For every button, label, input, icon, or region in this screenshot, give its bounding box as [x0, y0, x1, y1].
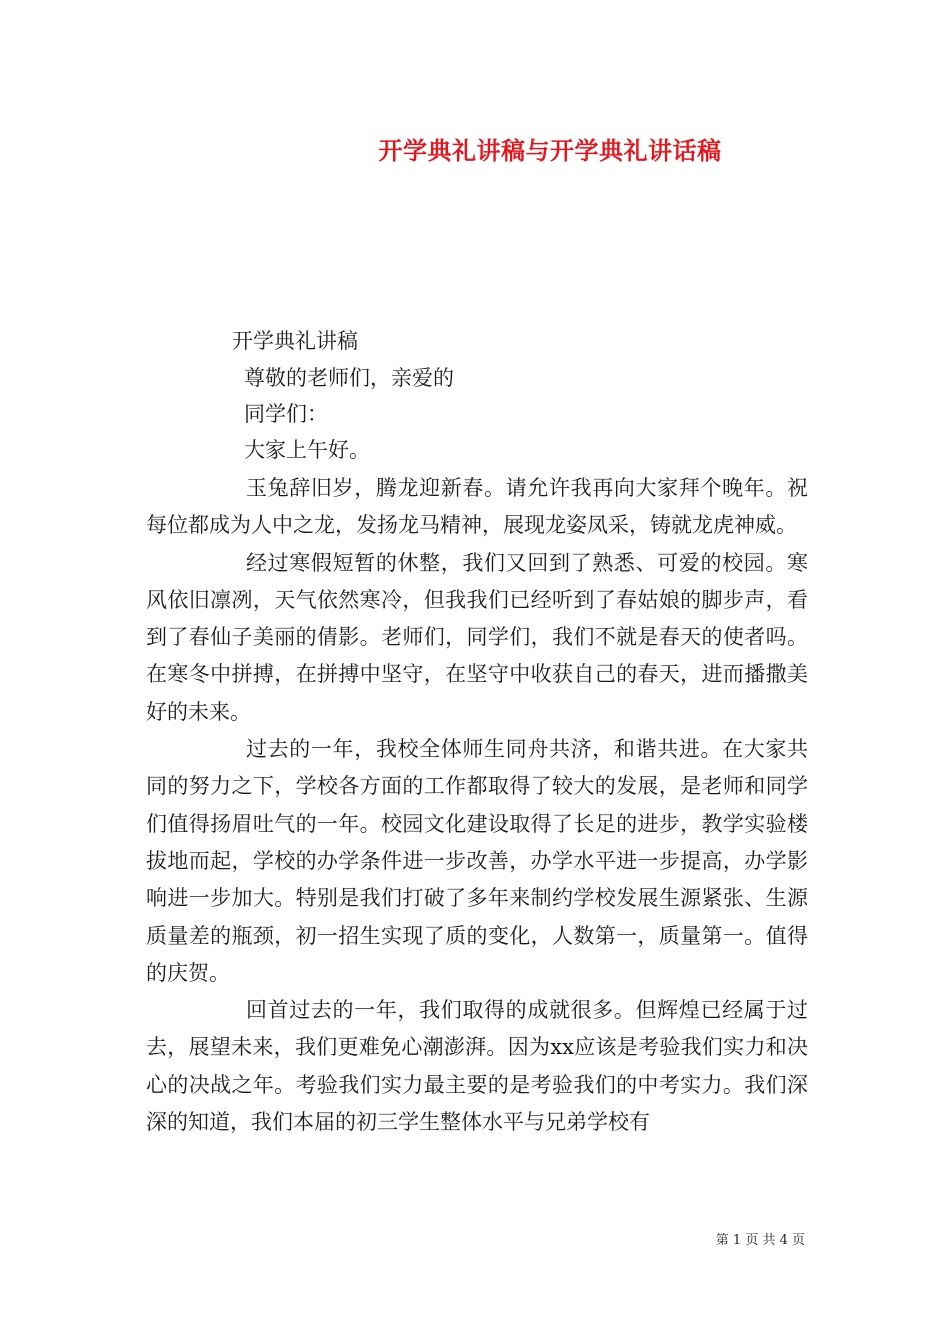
- document-body: [146, 470, 808, 1141]
- paragraph: 玉兔辞旧岁，腾龙迎新春。请允许我再向大家拜个晚年。祝每位都成为人中之龙，发扬龙马精神，展现龙姿凤采，铸就龙虎神威。: [146, 476, 808, 538]
- greeting-line-1: 尊敬的老师们，亲爱的: [244, 366, 454, 390]
- paragraph: 经过寒假短暂的休整，我们又回到了熟悉、可爱的校园。寒风依旧凛冽，天气依然寒冷，但我我们已经听到了春姑娘的脚步声，看到了春仙子美丽的倩影。老师们，同学们，我们不就是春天的使者吗。在寒冬中拼搏，在拼搏中坚守，在坚守中收获自己的春天，进而播撒美好的未来。: [146, 550, 808, 724]
- greeting-line-3: 大家上午好。: [244, 438, 370, 462]
- paragraph: 过去的一年，我校全体师生同舟共济，和谐共进。在大家共同的努力之下，学校各方面的工作都取得了较大的发展，是老师和同学们值得扬眉吐气的一年。校园文化建设取得了长足的进步，教学实验楼拔地而起，学校的办学条件进一步改善，办学水平进一步提高，办学影响进一步加大。特别是我们打破了多年来制约学校发展生源紧张、生源质量差的瓶颈，初一招生实现了质的变化，人数第一，质量第一。值得的庆贺。: [146, 737, 808, 985]
- page-indicator: 第 1 页 共 4 页: [715, 1233, 805, 1248]
- section-heading: 开学典礼讲稿: [232, 329, 358, 353]
- paragraph: 回首过去的一年，我们取得的成就很多。但辉煌已经属于过去，展望未来，我们更难免心潮澎湃。因为xx应该是考验我们实力和决心的决战之年。考验我们实力最主要的是考验我们的中考实力。我们深深的知道，我们本届的初三学生整体水平与兄弟学校有: [146, 998, 808, 1135]
- document-title: 开学典礼讲稿与开学典礼讲话稿: [378, 136, 722, 165]
- greeting-line-2: 同学们：: [244, 402, 328, 426]
